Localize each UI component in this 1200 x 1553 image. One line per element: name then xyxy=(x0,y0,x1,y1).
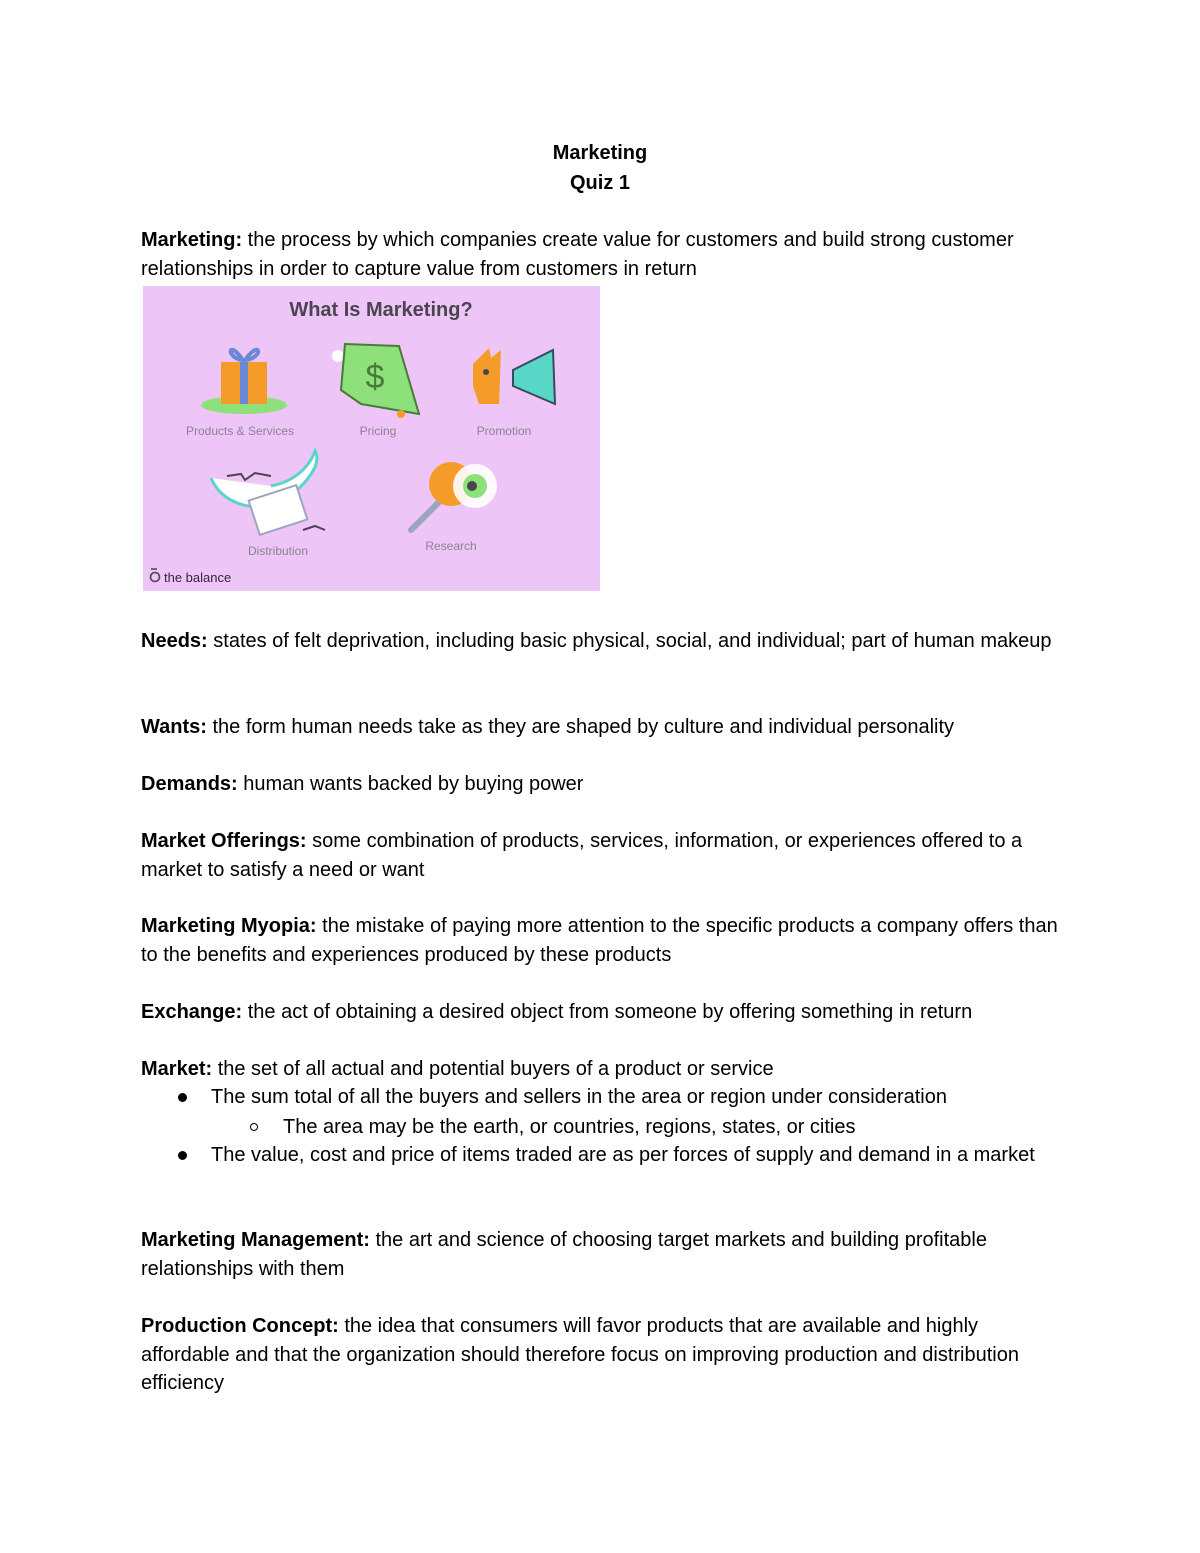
term-definition: the art and science of choosing target markets and building profitable relationships with them xyxy=(141,1229,987,1280)
term-label: Wants: xyxy=(141,716,207,738)
definition-marketing xyxy=(141,226,1071,283)
term-label: Exchange: xyxy=(141,1001,243,1023)
document-title: Marketing xyxy=(552,142,648,164)
term-label: Marketing: xyxy=(141,229,243,251)
label-promotion: Promotion xyxy=(476,424,532,438)
definition-market xyxy=(141,1055,1071,1084)
definition-marketing-management xyxy=(141,1226,1071,1283)
document-subtitle: Quiz 1 xyxy=(569,172,630,194)
definition-market-offerings xyxy=(141,827,1071,884)
definition-production-concept xyxy=(141,1312,1071,1398)
bullet-dot xyxy=(178,1093,187,1102)
term-definition: the set of all actual and potential buyers of a product or service xyxy=(212,1058,774,1080)
market-bullet-1: The sum total of all the buyers and sellers in the area or region under consideration xyxy=(211,1086,947,1108)
figure-illustration xyxy=(143,286,600,591)
term-definition: some combination of products, services, information, or experiences offered to a market to satisfy a need or want xyxy=(141,830,1023,881)
label-pricing: Pricing xyxy=(359,424,397,438)
term-label: Marketing Management: xyxy=(141,1229,370,1251)
sub-bullet-ring xyxy=(250,1123,258,1131)
term-definition: the process by which companies create value for customers and build strong customer relationships in order to capture value from customers in return xyxy=(141,229,1014,280)
term-definition: human wants backed by buying power xyxy=(237,773,584,795)
definition-needs xyxy=(141,627,1071,656)
figure-heading: What Is Marketing? xyxy=(289,299,473,321)
what-is-marketing-figure xyxy=(143,286,600,591)
label-research: Research xyxy=(425,539,477,553)
term-definition: states of felt deprivation, including basic physical, social, and individual; part of human makeup xyxy=(207,630,1052,652)
brand-text: the balance xyxy=(164,570,232,585)
term-definition: the act of obtaining a desired object from someone by offering something in return xyxy=(242,1001,973,1023)
definition-marketing-myopia xyxy=(141,912,1071,969)
figure-background xyxy=(143,286,600,591)
label-products-services: Products & Services xyxy=(185,424,295,438)
svg-text:$: $ xyxy=(365,358,385,396)
term-label: Production Concept: xyxy=(141,1315,339,1337)
term-label: Demands: xyxy=(141,773,238,795)
label-distribution: Distribution xyxy=(247,544,309,558)
term-label: Marketing Myopia: xyxy=(141,915,317,937)
term-definition: the idea that consumers will favor products that are available and highly affordable and that the organization should therefore focus on improving production and distribution efficiency xyxy=(141,1315,1019,1394)
market-sub-bullet: The area may be the earth, or countries, regions, states, or cities xyxy=(283,1116,856,1138)
term-label: Market: xyxy=(141,1058,213,1080)
definition-exchange xyxy=(141,998,1071,1027)
bullet-dot xyxy=(178,1151,187,1160)
term-definition: the mistake of paying more attention to the specific products a company offers than to the benefits and experiences produced by these products xyxy=(141,915,1058,966)
term-definition: the form human needs take as they are shaped by culture and individual personality xyxy=(206,716,955,738)
term-label: Market Offerings: xyxy=(141,830,307,852)
term-label: Needs: xyxy=(141,630,208,652)
definition-wants xyxy=(141,713,1071,742)
definition-demands xyxy=(141,770,1071,799)
market-bullet-2: The value, cost and price of items traded are as per forces of supply and demand in a market xyxy=(211,1144,1035,1166)
